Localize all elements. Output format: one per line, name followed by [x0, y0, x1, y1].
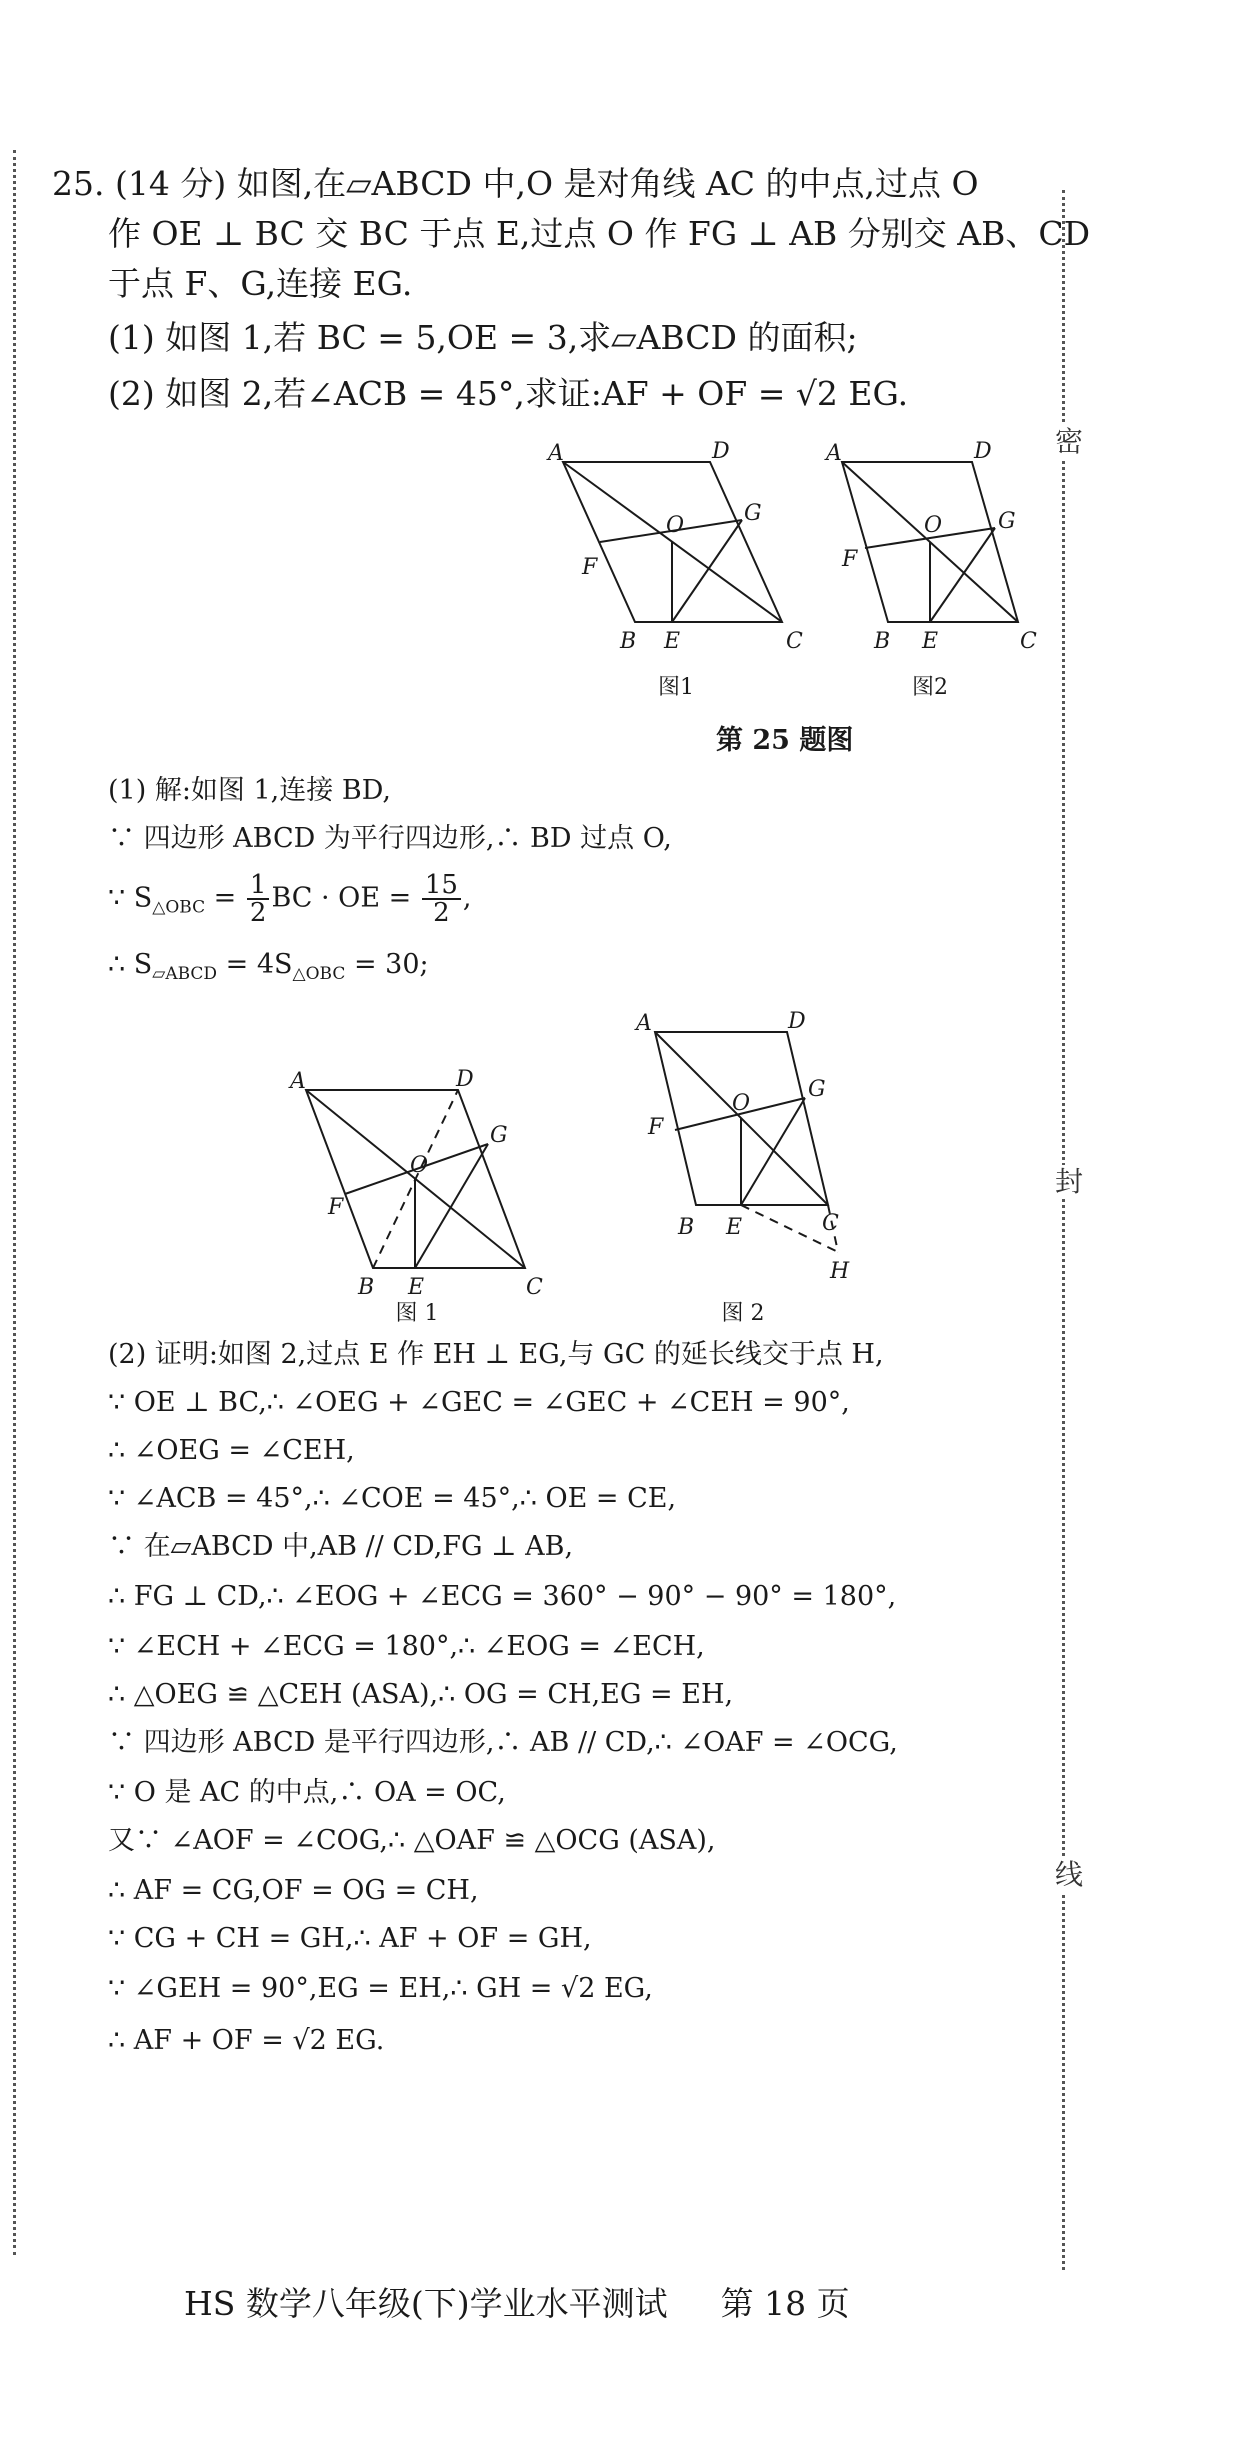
label-D: D: [974, 439, 992, 464]
label-H: H: [830, 1259, 850, 1284]
question-figure-1-shape: [563, 462, 782, 622]
label-G: G: [998, 509, 1016, 534]
footer-title: HS 数学八年级(下)学业水平测试: [184, 2284, 668, 2323]
label-F: F: [328, 1195, 344, 1220]
question-line: 于点 F、G,连接 EG.: [108, 264, 413, 303]
question-figure-2-caption: 图2: [912, 675, 948, 700]
proof-line: ∵ O 是 AC 的中点,∴ OA = OC,: [108, 1777, 506, 1808]
text-fragment: ∵ S: [108, 882, 153, 914]
fraction-denominator: 2: [433, 898, 450, 928]
proof-line: ∵ ∠ACB = 45°,∴ ∠COE = 45°,∴ OE = CE,: [108, 1483, 677, 1514]
proof-line: ∵ OE ⊥ BC,∴ ∠OEG + ∠GEC = ∠GEC + ∠CEH = 90°,: [108, 1387, 850, 1418]
right-binding-line: [1062, 190, 1065, 2270]
label-G: G: [808, 1077, 826, 1102]
proof-line: ∵ 四边形 ABCD 是平行四边形,∴ AB // CD,∴ ∠OAF = ∠OCG,: [108, 1727, 898, 1758]
left-binding-line: [13, 150, 16, 2255]
proof-line: ∴ ∠OEG = ∠CEH,: [108, 1435, 355, 1466]
seal-mark-feng: 封: [1052, 1165, 1086, 1199]
question-part1: (1) 如图 1,若 BC = 5,OE = 3,求▱ABCD 的面积;: [108, 318, 858, 357]
text-fragment: =: [205, 882, 245, 914]
proof-line: ∵ ∠GEH = 90°,EG = EH,∴ GH = √2 EG,: [108, 1973, 653, 2004]
label-O: O: [732, 1091, 751, 1116]
label-F: F: [842, 547, 858, 572]
label-O: O: [924, 513, 943, 538]
label-B: B: [678, 1215, 695, 1240]
solution-line: (1) 解:如图 1,连接 BD,: [108, 775, 391, 806]
text-fragment: ∴ S: [108, 949, 153, 980]
fraction: [247, 872, 270, 926]
label-C: C: [786, 629, 803, 654]
proof-line: 又∵ ∠AOF = ∠COG,∴ △OAF ≌ △OCG (ASA),: [108, 1825, 716, 1856]
solution-figure-1-shape: [306, 1090, 525, 1268]
subscript: ▱ABCD: [152, 964, 218, 984]
text-fragment: = 4S: [217, 949, 293, 980]
label-E: E: [664, 629, 681, 654]
solution-figure-1-caption: 图 1: [395, 1301, 439, 1326]
label-C: C: [526, 1275, 543, 1300]
question-figures: [530, 420, 1050, 690]
label-G: G: [490, 1123, 508, 1148]
label-C: C: [1020, 629, 1037, 654]
label-B: B: [874, 629, 891, 654]
fraction-denominator: 2: [249, 898, 267, 928]
proof-line: (2) 证明:如图 2,过点 E 作 EH ⊥ EG,与 GC 的延长线交于点 H,: [108, 1339, 884, 1370]
solution-line: ∵ 四边形 ABCD 为平行四边形,∴ BD 过点 O,: [108, 823, 672, 854]
question-line: 作 OE ⊥ BC 交 BC 于点 E,过点 O 作 FG ⊥ AB 分别交 AB、CD: [108, 214, 1091, 253]
seal-mark-xian: 线: [1052, 1858, 1086, 1892]
label-D: D: [456, 1067, 474, 1092]
question-part2: (2) 如图 2,若∠ACB = 45°,求证:AF + OF = √2 EG.: [108, 374, 909, 413]
label-C: C: [822, 1211, 839, 1236]
fraction-numerator: 1: [247, 872, 270, 900]
question-figure-1-caption: 图1: [658, 675, 694, 700]
solution-area-result: [108, 946, 429, 993]
label-A: A: [636, 1011, 652, 1036]
subscript: △OBC: [292, 964, 346, 984]
figure-title: 第 25 题图: [716, 725, 854, 756]
label-E: E: [726, 1215, 743, 1240]
label-A: A: [548, 441, 564, 466]
proof-line: ∵ ∠ECH + ∠ECG = 180°,∴ ∠EOG = ∠ECH,: [108, 1631, 705, 1662]
solution-figure-2-caption: 图 2: [721, 1301, 765, 1326]
label-B: B: [620, 629, 637, 654]
label-F: F: [648, 1115, 664, 1140]
page-number: 第 18 页: [720, 2284, 850, 2323]
question-line: 25. (14 分) 如图,在▱ABCD 中,O 是对角线 AC 的中点,过点 O: [52, 164, 979, 203]
proof-line: ∴ FG ⊥ CD,∴ ∠EOG + ∠ECG = 360° − 90° − 90° = 180°,: [108, 1581, 897, 1612]
label-A: A: [290, 1069, 306, 1094]
label-G: G: [744, 501, 762, 526]
seal-mark-mi: 密: [1052, 425, 1086, 459]
proof-line: ∵ CG + CH = GH,∴ AF + OF = GH,: [108, 1923, 592, 1954]
label-F: F: [582, 555, 598, 580]
label-O: O: [410, 1153, 429, 1178]
label-O: O: [666, 513, 685, 538]
solution-figures: [270, 990, 890, 1330]
text-fragment: BC · OE =: [271, 882, 420, 914]
label-E: E: [408, 1275, 425, 1300]
fraction-numerator: 15: [422, 872, 461, 900]
label-E: E: [922, 629, 939, 654]
label-A: A: [826, 441, 842, 466]
question-figure-2-shape: [842, 462, 1018, 622]
fraction: [422, 872, 461, 926]
label-D: D: [788, 1009, 806, 1034]
text-fragment: = 30;: [345, 949, 429, 980]
proof-line: ∴ △OEG ≌ △CEH (ASA),∴ OG = CH,EG = EH,: [108, 1679, 734, 1710]
proof-line: ∴ AF = CG,OF = OG = CH,: [108, 1875, 479, 1906]
proof-line: ∵ 在▱ABCD 中,AB // CD,FG ⊥ AB,: [108, 1531, 574, 1562]
proof-line: ∴ AF + OF = √2 EG.: [108, 2025, 385, 2056]
label-B: B: [358, 1275, 375, 1300]
solution-area-triangle: [108, 872, 472, 927]
label-D: D: [712, 439, 730, 464]
subscript: △OBC: [152, 897, 206, 918]
text-fragment: ,: [462, 882, 472, 914]
page-footer: [184, 2278, 850, 2325]
